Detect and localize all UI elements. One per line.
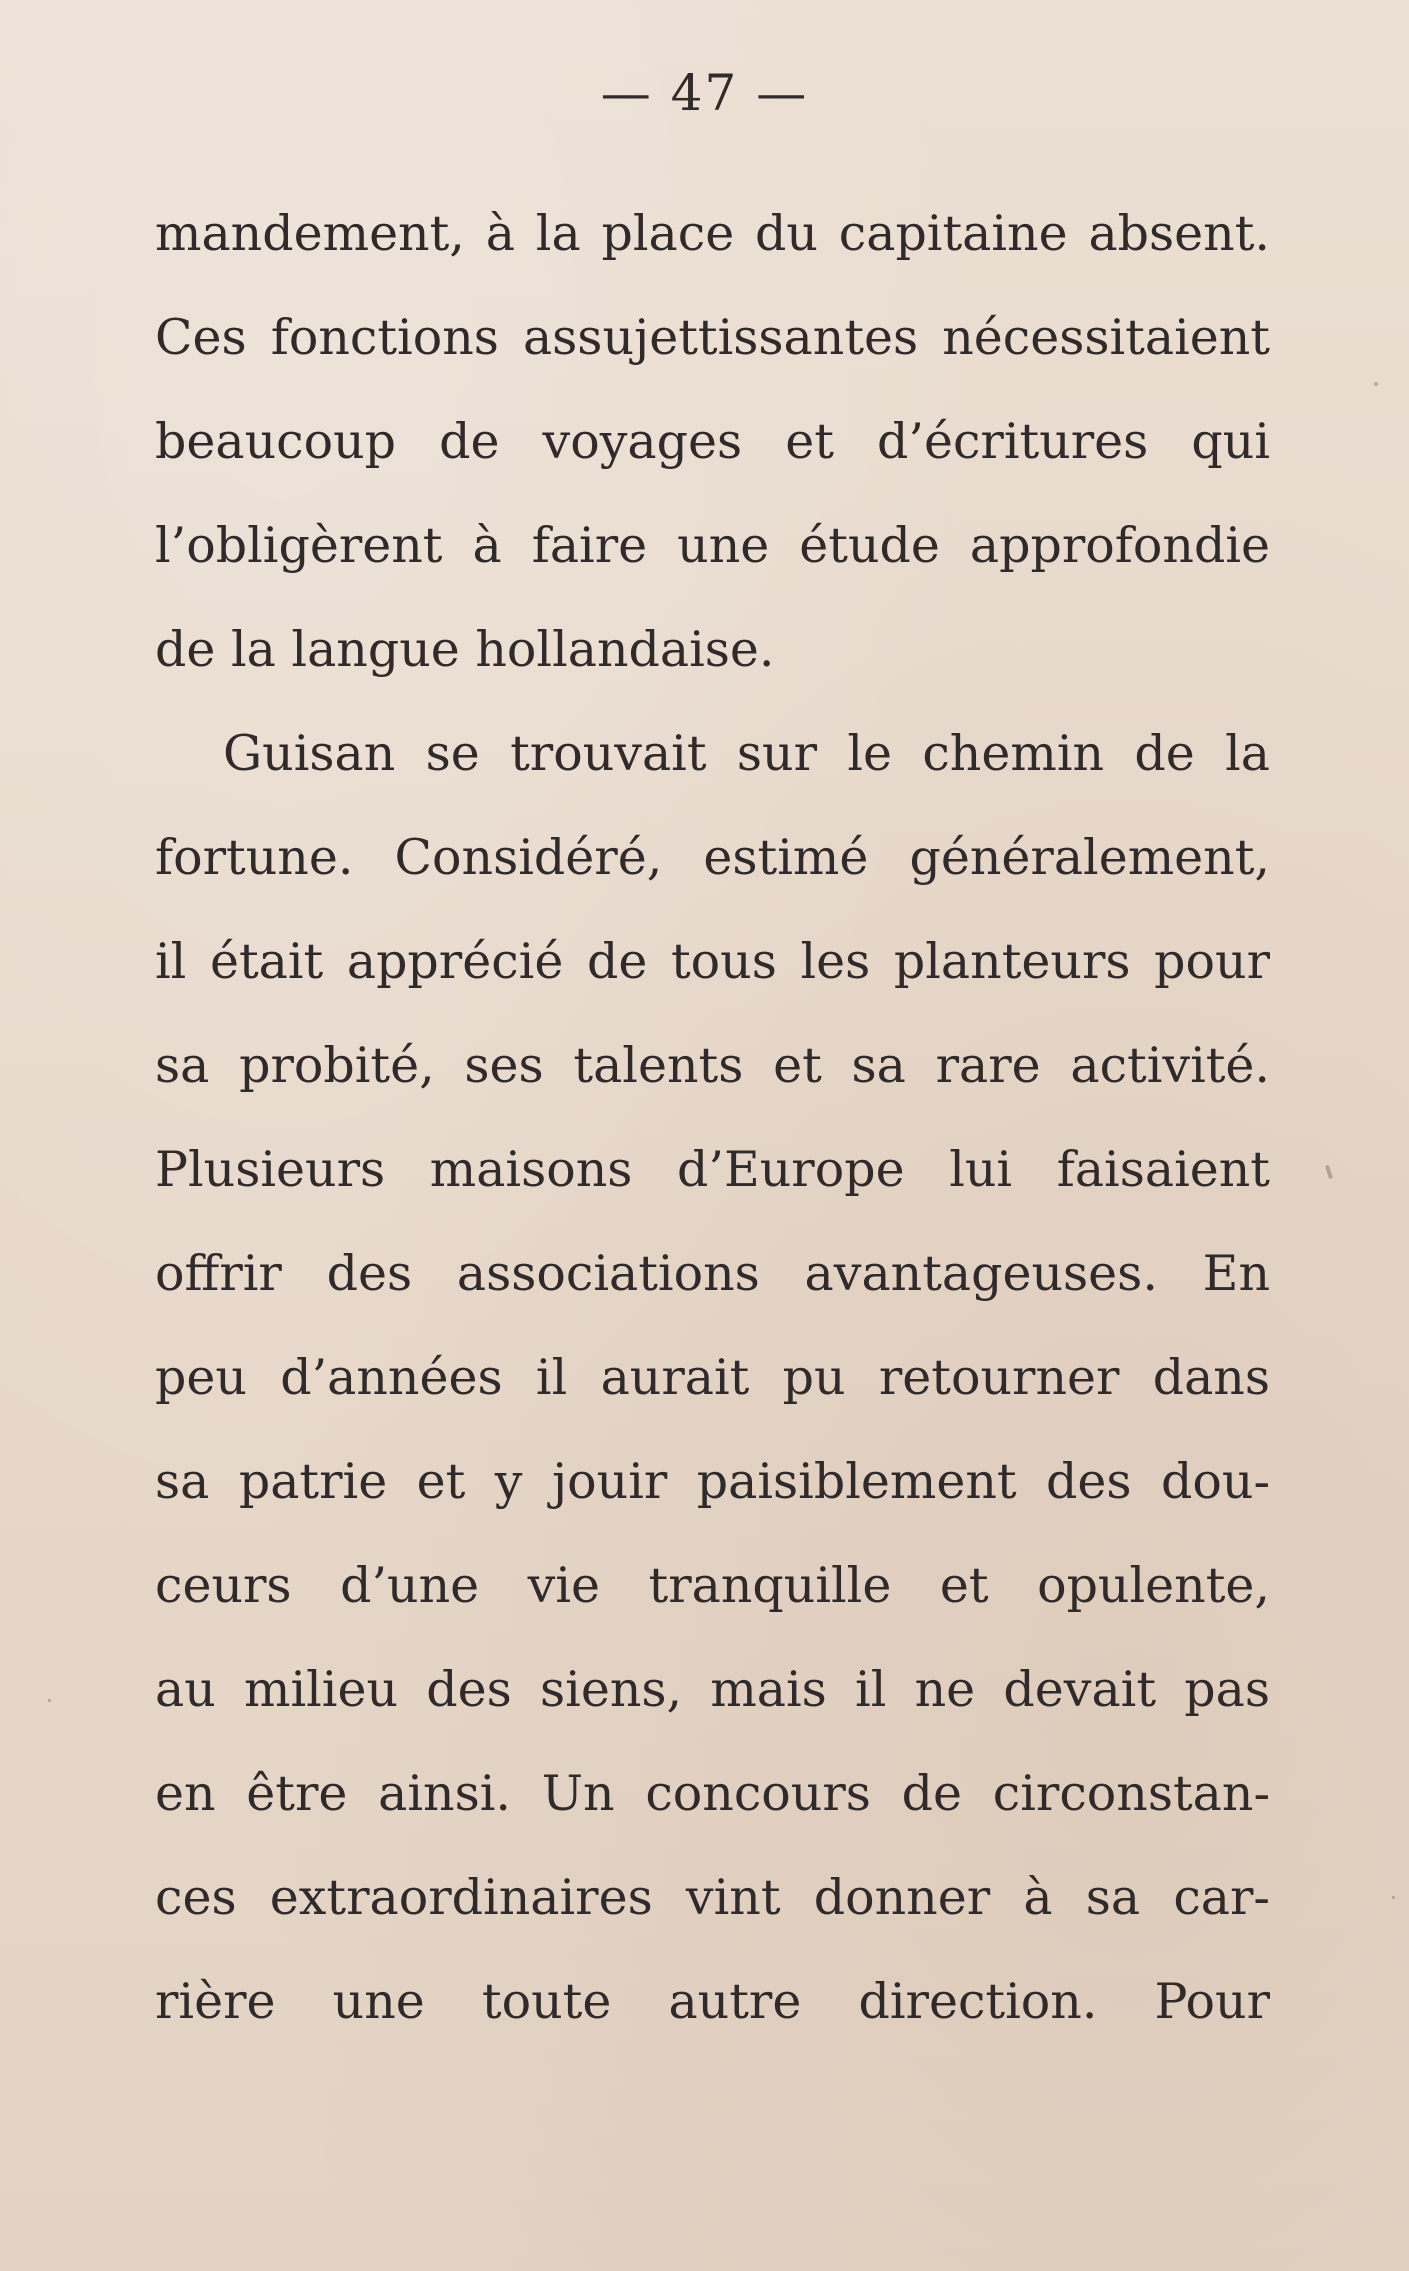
text-line: en être ainsi. Un concours de circonstan-: [155, 1765, 1270, 1822]
body-text: [155, 182, 1270, 2054]
text-line: rière une toute autre direction. Pour: [155, 1973, 1270, 2030]
text-line: Plusieurs maisons d’Europe lui faisaient: [155, 1141, 1270, 1198]
text-line: ces extraordinaires vint donner à sa car-: [155, 1869, 1270, 1926]
text-line: de la langue hollandaise.: [155, 621, 775, 678]
text-line: sa patrie et y jouir paisiblement des dou-: [155, 1453, 1270, 1510]
text-line: fortune. Considéré, estimé généralement,: [155, 829, 1270, 886]
text-line: peu d’années il aurait pu retourner dans: [155, 1349, 1270, 1406]
paper-speck: [1325, 1165, 1333, 1180]
paper-speck: [48, 1699, 51, 1702]
paper-speck: [1374, 382, 1378, 386]
paper-speck: [1392, 1896, 1395, 1899]
text-line: Ces fonctions assujettissantes nécessitaient: [155, 309, 1270, 366]
text-line: l’obligèrent à faire une étude approfondie: [155, 517, 1270, 574]
text-line: offrir des associations avantageuses. En: [155, 1245, 1270, 1302]
text-line: mandement, à la place du capitaine absent.: [155, 205, 1270, 262]
text-line: au milieu des siens, mais il ne devait pas: [155, 1661, 1270, 1718]
text-line: sa probité, ses talents et sa rare activité.: [155, 1037, 1270, 1094]
text-line: il était apprécié de tous les planteurs pour: [155, 933, 1270, 990]
paragraph-start-line: Guisan se trouvait sur le chemin de la: [223, 725, 1270, 782]
page-number: — 47 —: [600, 64, 809, 122]
text-line: ceurs d’une vie tranquille et opulente,: [155, 1557, 1270, 1614]
text-line: beaucoup de voyages et d’écritures qui: [155, 413, 1270, 470]
